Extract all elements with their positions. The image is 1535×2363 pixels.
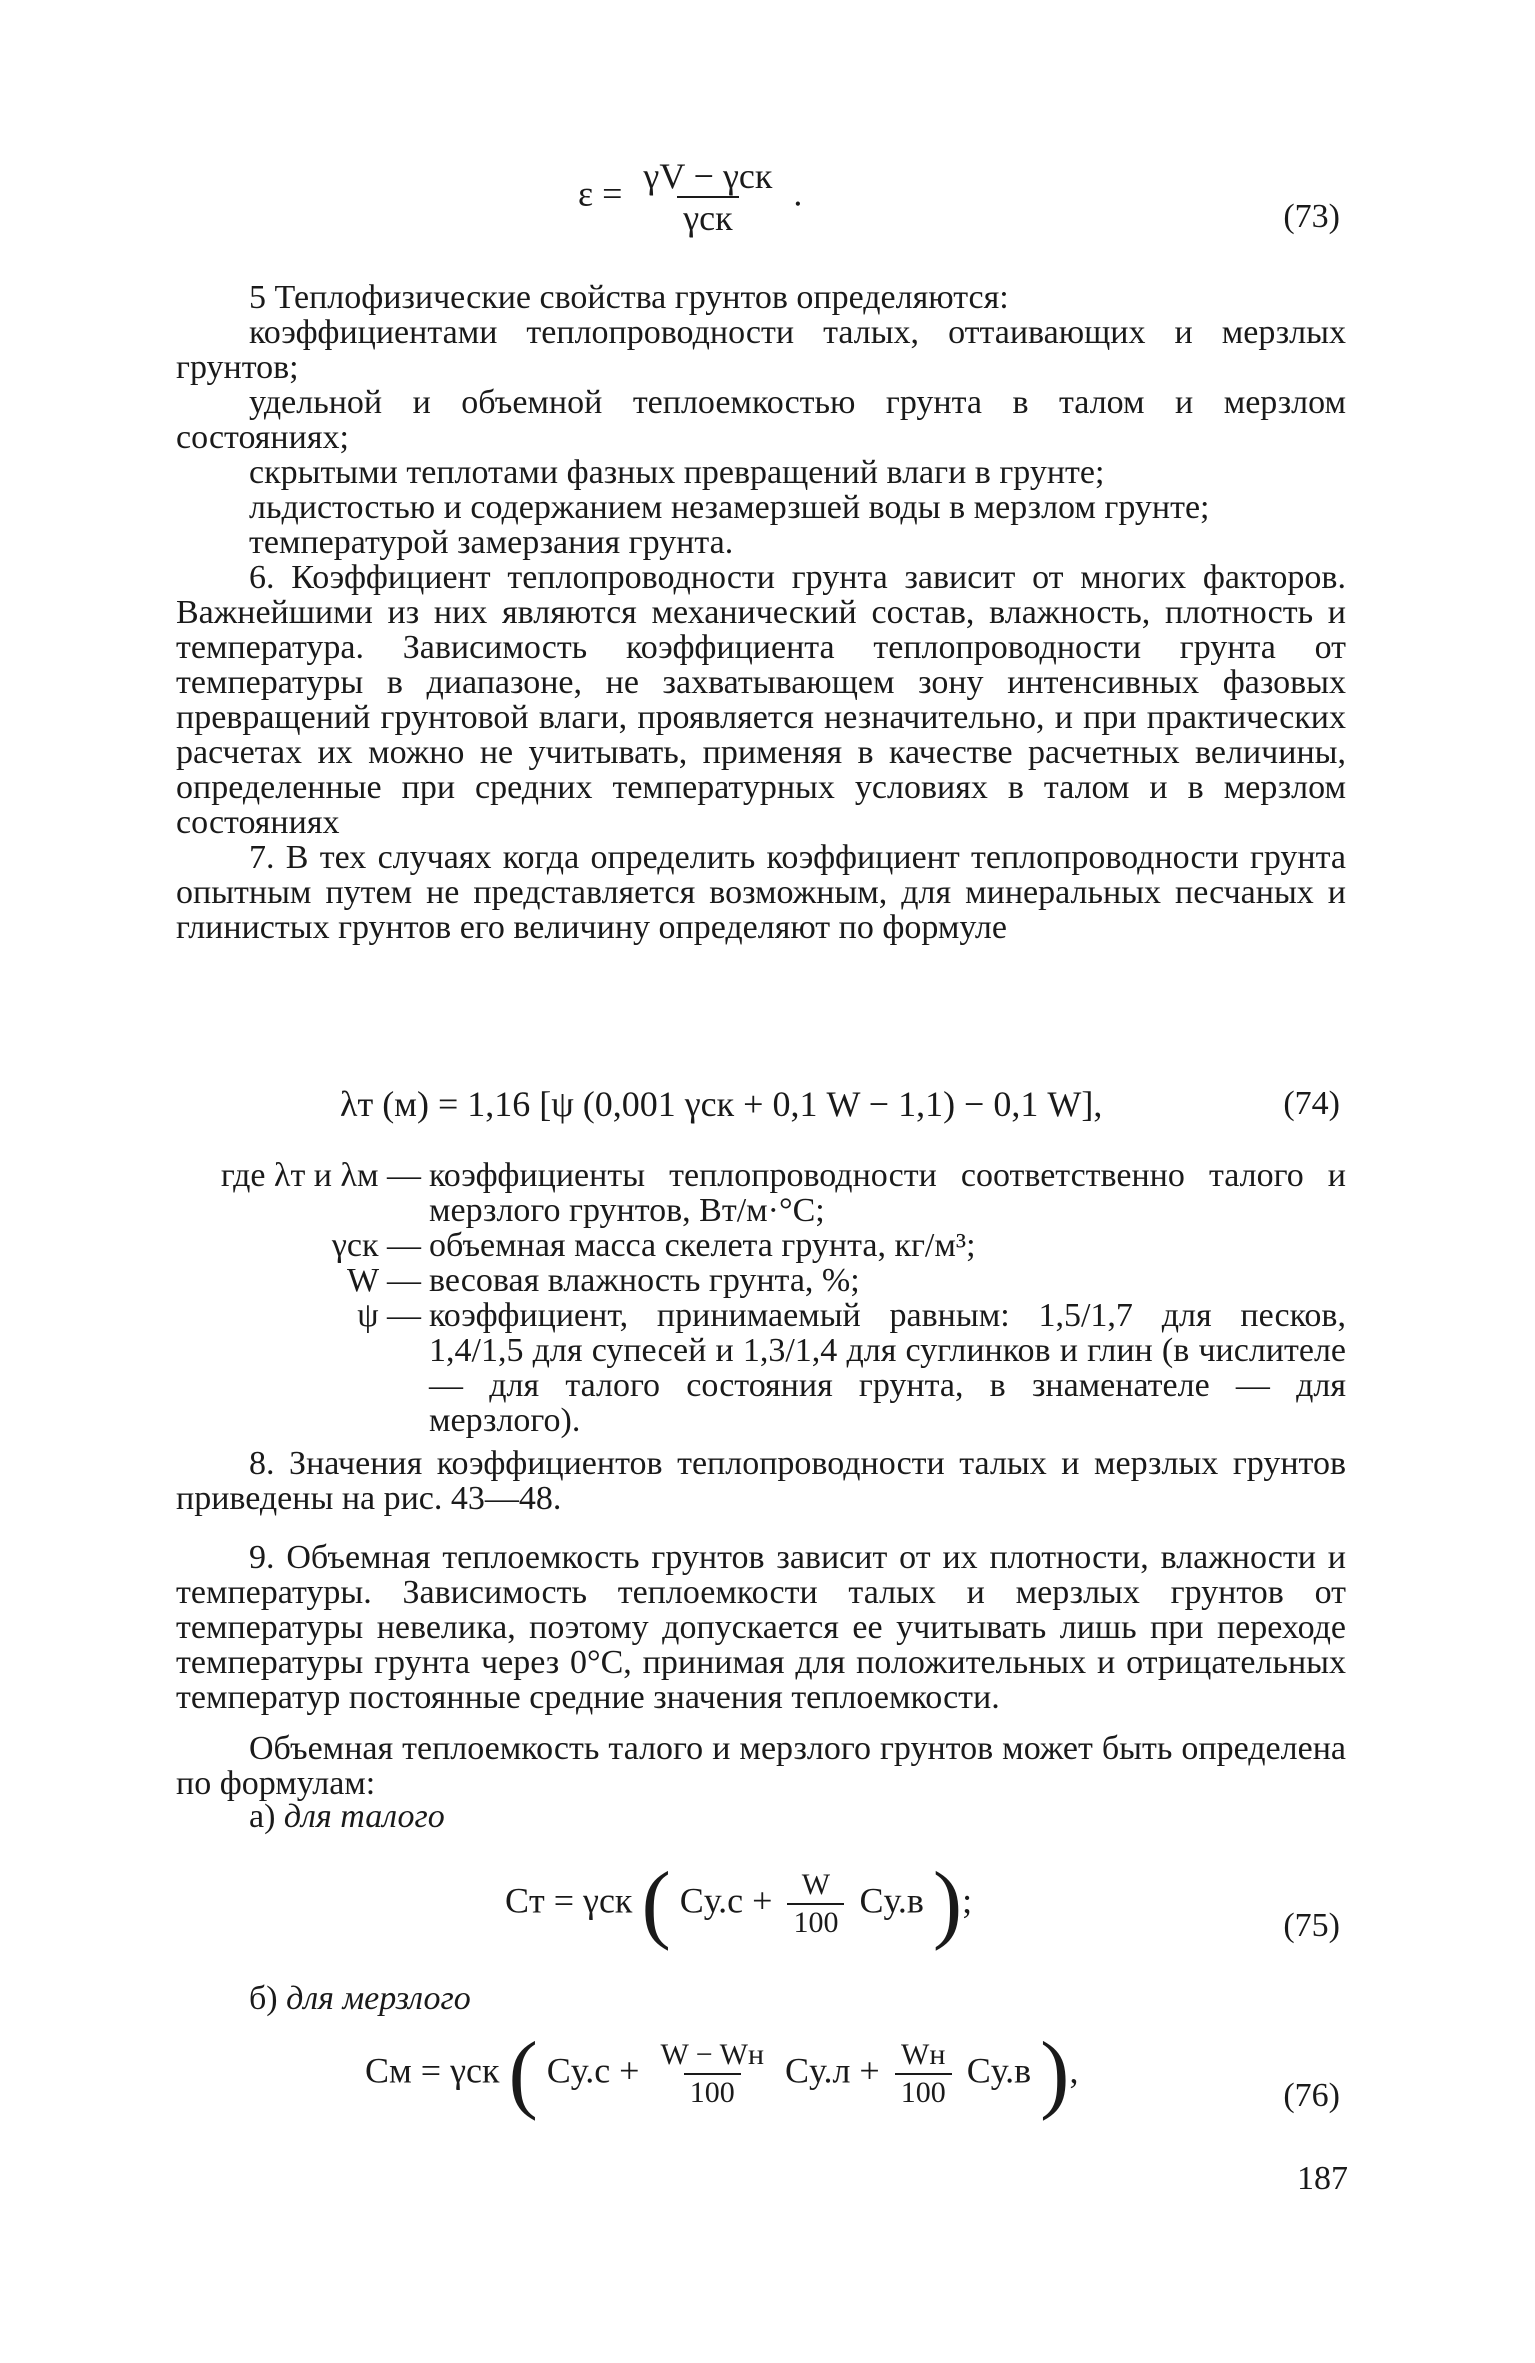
- where-definition: коэффициент, принимаемый равным: 1,5/1,7 для песков, 1,4/1,5 для супесей и 1,3/1,4 для суглинков и глин (в числителе — для талого состояния грунта, в знаменателе — для мерзлого).: [429, 1297, 1346, 1439]
- formula-73-denominator: γск: [677, 196, 738, 236]
- where-list: [176, 1158, 1346, 1438]
- formula-73: [578, 158, 802, 236]
- paragraph: 5 Теплофизические свойства грунтов определяются:: [249, 279, 1009, 316]
- formula-75-frac-den: 100: [787, 1903, 844, 1939]
- formula-76-lhs: Cм = γск: [365, 2050, 500, 2091]
- case-b-label: [249, 1980, 471, 2018]
- formula-75-term2: Cу.в: [859, 1880, 924, 1921]
- formula-75-frac-num: W: [801, 1868, 831, 1901]
- paragraph: 7. В тех случаях когда определить коэффициент теплопроводности грунта опытным путем не представляется возможным, для минеральных песчаных и глинистых грунтов его величину определяют по формуле: [176, 839, 1346, 946]
- equation-number-76: (76): [1283, 2077, 1340, 2114]
- equation-number-74: (74): [1283, 1085, 1340, 1122]
- equation-number-75: (75): [1283, 1907, 1340, 1944]
- where-item: [176, 1263, 1346, 1298]
- case-a-label: [249, 1798, 445, 1836]
- formula-76-frac1-den: 100: [684, 2073, 741, 2109]
- where-symbol: ψ —: [357, 1297, 421, 1334]
- where-item: [176, 1298, 1346, 1438]
- formula-76-frac2-den: 100: [895, 2073, 952, 2109]
- formula-76-fraction-2: [895, 2039, 952, 2109]
- formula-76-term2: Cу.л +: [785, 2050, 880, 2091]
- paragraph: коэффициентами теплопроводности талых, оттаивающих и мерзлых грунтов;: [176, 314, 1346, 386]
- formula-76-tail: ,: [1069, 2050, 1079, 2091]
- page-number: 187: [1297, 2160, 1348, 2197]
- formula-75-tail: ;: [962, 1880, 973, 1921]
- text-block-1: [176, 280, 1346, 945]
- paragraph: скрытыми теплотами фазных превращений влаги в грунте;: [249, 454, 1105, 491]
- where-definition: коэффициенты теплопроводности соответственно талого и мерзлого грунтов, Вт/м·°С;: [429, 1157, 1346, 1229]
- formula-76: [365, 2025, 1079, 2122]
- where-definition: объемная масса скелета грунта, кг/м³;: [429, 1227, 976, 1264]
- formula-76-frac1-num: W − Wн: [660, 2038, 765, 2071]
- where-item: [176, 1228, 1346, 1263]
- paragraph: 8. Значения коэффициентов теплопроводности талых и мерзлых грунтов приведены на рис. 43—48.: [176, 1445, 1346, 1517]
- formula-73-lhs: ε =: [578, 173, 623, 214]
- formula-76-fraction-1: [655, 2039, 771, 2109]
- paragraph: 6. Коэффициент теплопроводности грунта зависит от многих факторов. Важнейшими из них являются механический состав, влажность, плотность и температура. Зависимость коэффициента теплопроводности грунта от температуры в диапазоне, не захватывающем зону интенсивных фазовых превращений грунтовой влаги, проявляется незначительно, и при практических расчетах их можно не учитывать, применяя в качестве расчетных величины, определенные при средних температурных условиях в талом и в мерзлом состояниях: [176, 559, 1346, 841]
- formula-75-lhs: Cт = γск: [505, 1880, 633, 1921]
- left-paren: (: [508, 2025, 538, 2122]
- right-paren: ): [932, 1855, 963, 1952]
- formula-76-term3: Cу.в: [966, 2050, 1032, 2091]
- paragraph: льдистостью и содержанием незамерзшей воды в мерзлом грунте;: [249, 489, 1210, 526]
- formula-74: λт (м) = 1,16 [ψ (0,001 γск + 0,1 W − 1,1) − 0,1 W],: [340, 1084, 1103, 1124]
- formula-76-frac2-num: Wн: [901, 2038, 946, 2071]
- paragraph: температурой замерзания грунта.: [249, 524, 734, 561]
- case-a-prefix: а): [249, 1798, 276, 1835]
- paragraph: 9. Объемная теплоемкость грунтов зависит от их плотности, влажности и температуры. Зависимость теплоемкости талых и мерзлых грунтов от температуры невелика, поэтому допускается ее учитывать лишь при переходе температуры грунта через 0°С, принимая для положительных и отрицательных температур постоянные средние значения теплоемкости.: [176, 1539, 1346, 1716]
- where-symbol: где λт и λм —: [220, 1157, 421, 1194]
- formula-73-tail: .: [793, 173, 803, 214]
- formula-75: [505, 1855, 973, 1952]
- where-symbol: γск —: [331, 1227, 421, 1264]
- case-a-text: для талого: [283, 1798, 445, 1835]
- equation-number-73: (73): [1283, 198, 1340, 235]
- right-paren: ): [1040, 2025, 1070, 2122]
- paragraph: Объемная теплоемкость талого и мерзлого грунтов может быть определена по формулам:: [176, 1730, 1346, 1802]
- formula-73-fraction: [637, 158, 778, 236]
- case-b-prefix: б): [249, 1980, 278, 2017]
- where-symbol: W —: [347, 1262, 421, 1299]
- case-b-text: для мерзлого: [286, 1980, 471, 2017]
- paragraph: удельной и объемной теплоемкостью грунта в талом и мерзлом состояниях;: [176, 384, 1346, 456]
- formula-76-term1: Cу.с +: [546, 2050, 640, 2091]
- where-item: [176, 1158, 1346, 1228]
- text-block-2: [176, 1446, 1346, 1801]
- left-paren: (: [641, 1855, 671, 1952]
- formula-75-fraction: [787, 1869, 844, 1939]
- formula-73-numerator: γV − γск: [643, 156, 773, 196]
- formula-75-term1: Cу.с +: [679, 1880, 773, 1921]
- where-definition: весовая влажность грунта, %;: [429, 1262, 860, 1299]
